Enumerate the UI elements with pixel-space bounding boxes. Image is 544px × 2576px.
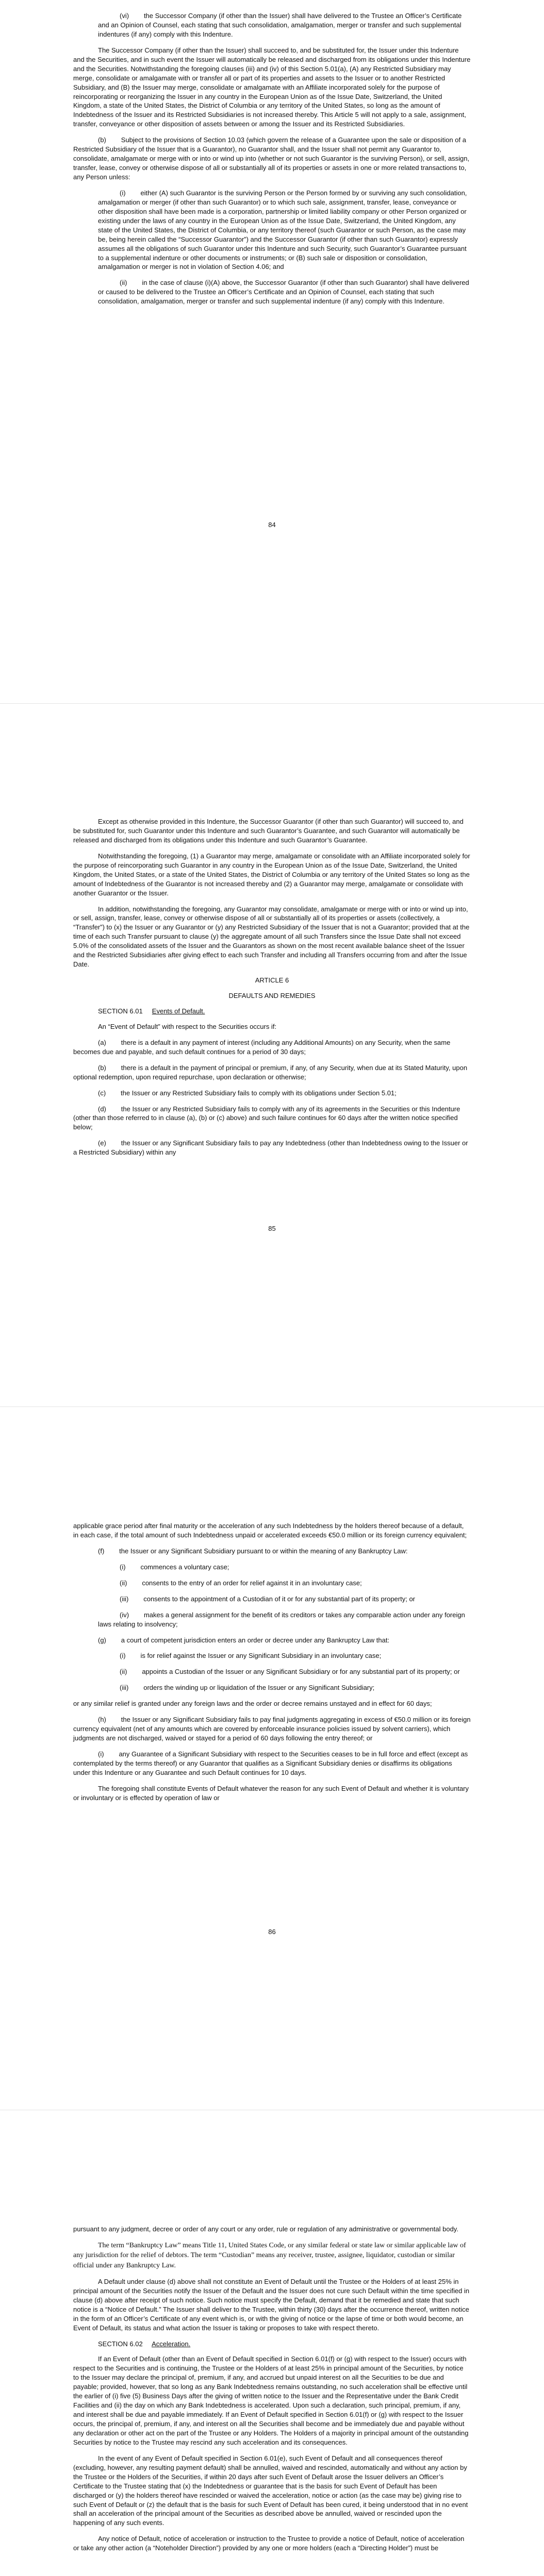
page-86 <box>0 1407 544 2110</box>
page-87 <box>0 2110 544 2576</box>
clause-e-continued: applicable grace period after final maturity or the acceleration of any such Indebtedness by the holders thereof because of a default, in each case, if the total amount of such Indebtedness unpaid or accelerated exceeds €50.0 million or its foreign currency equivalent; <box>73 1522 467 1539</box>
clause-f-iii: (iii) consents to the appointment of a Custodian of it or for any substantial part of its property; or <box>120 1595 416 1603</box>
acceleration-paragraph: If an Event of Default (other than an Event of Default specified in Section 6.01(f) or (g) with respect to the Issuer) occurs with respect to the Securities and is continuing, the Trustee or the Holders of at least 25% in principal amount of the Securities, by notice to the Issuer may declare the principal of, premium, if any, and accrued but unpaid interest on all the Securities to be due and payable; provided, however, that so long as any Bank Indebtedness remains outstanding, no such acceleration shall be effective until the earlier of (i) five (5) Business Days after the giving of written notice to the Issuer and the Representative under the Bank Credit Facilities and (ii) the day on which any Bank Indebtedness is accelerated. Upon such a declaration, such principal, premium, if any, and interest shall be due and payable immediately. If an Event of Default specified in Section 6.01(f) or (g) with respect to the Issuer occurs, the principal of, premium, if any, and interest on all the Securities shall become and be immediately due and payable without any declaration or other act on the part of the Trustee or any Holders. The Holders of a majority in principal amount of the outstanding Securities by notice to the Trustee may rescind any such acceleration and its consequences. <box>73 2355 469 2446</box>
clause-b-default: (b) there is a default in the payment of principal or premium, if any, of any Security, when due at its Stated Maturity, upon optional redemption, upon required repurchase, upon declaration or otherwise; <box>73 1063 468 1081</box>
section-6-01-heading <box>73 1007 471 1016</box>
page-85 <box>0 704 544 1406</box>
noteholder-direction-paragraph: Any notice of Default, notice of acceleration or instruction to the Trustee to provide a notice of Default, notice of acceleration or take any other action (a “Noteholder Direction”) provided by any one or more holders (each a “Directing Holder”) must be <box>73 2535 465 2552</box>
notwithstanding-paragraph: Notwithstanding the foregoing, (1) a Guarantor may merge, amalgamate or consolidate with an Affiliate incorporated solely for the purpose of reincorporating such Guarantor in any country in the European Union as of the Issue Date, Switzerland, the United Kingdom, the United States, or a state of the United States, the District of Columbia or any territory of the United States so long as the amount of Indebtedness of the Guarantor is not increased thereby and (2) a Guarantor may merge, amalgamate or consolidate with another Guarantor or the Issuer. <box>73 852 470 897</box>
page-number: 86 <box>268 1928 276 1936</box>
page-number: 84 <box>268 521 276 529</box>
successor-guarantor-paragraph: Except as otherwise provided in this Indenture, the Successor Guarantor (if other than such Guarantor) will succeed to, and be substituted for, such Guarantor under this Indenture and such Guarantor’s Guarantee, and such Guarantor will automatically be released and discharged from its obligations under this Indenture and such Guarantor’s Guarantee. <box>73 818 464 844</box>
clause-g-iii: (iii) orders the winding up or liquidation of the Issuer or any Significant Subsidiary; <box>120 1684 375 1692</box>
clause-i: (i) any Guarantee of a Significant Subsidiary with respect to the Securities ceases to be in full force and effect (except as contemplated by the terms thereof) or any Guarantor that qualifies as a Significant Subsidiary denies or disaffirms its obligations under this Indenture or any Guarantee and such Default continues for 10 days. <box>73 1750 468 1776</box>
bankruptcy-law-definition: The term “Bankruptcy Law” means Title 11, United States Code, or any similar federal or state law or similar applicable law of any jurisdiction for the relief of debtors. The term “Custodian” means any receiver, trustee, assignee, liquidator, custodian or similar official under any Bankruptcy Law. <box>73 2241 466 2269</box>
section-title: Acceleration. <box>152 2340 191 2348</box>
section-number: SECTION 6.02 <box>98 2340 143 2348</box>
annulment-paragraph: In the event of any Event of Default specified in Section 6.01(e), such Event of Default and all consequences thereof (excluding, however, any resulting payment default) shall be annulled, waived and rescinded, automatically and without any action by the Trustee or the Holders of the Securities, if within 20 days after such Event of Default arose the Issuer delivers an Officer’s Certificate to the Trustee stating that (x) the Indebtedness or guarantee that is the basis for such Event of Default has been discharged or (y) the holders thereof have rescinded or waived the acceleration, notice or action (as the case may be) giving rise to such Event of Default or (z) the default that is the basis for such Event of Default has been cured, it being understood that in no event shall an acceleration of the principal amount of the Securities as described above be annulled, waived or rescinded upon the happening of any such events. <box>73 2454 468 2527</box>
event-of-default-intro: An “Event of Default” with respect to the Securities occurs if: <box>98 1022 277 1030</box>
clause-f: (f) the Issuer or any Significant Subsidiary pursuant to or within the meaning of any Bankruptcy Law: <box>98 1547 408 1555</box>
notice-of-default-paragraph: A Default under clause (d) above shall not constitute an Event of Default until the Trustee or the Holders of at least 25% in principal amount of the Securities notify the Issuer of the Default and the Issuer does not cure such Default within the time specified in clause (d) above after receipt of such notice. Such notice must specify the Default, demand that it be remedied and state that such notice is a “Notice of Default.” The Issuer shall deliver to the Trustee, within thirty (30) days after the occurrence thereof, written notice in the form of an Officer’s Certificate of any event which is, or with the giving of notice or the lapse of time or both would become, an Event of Default, its status and what action the Issuer is taking or proposes to take with respect thereto. <box>73 2277 470 2332</box>
section-title: Events of Default. <box>152 1007 205 1015</box>
successor-company-paragraph: The Successor Company (if other than the Issuer) shall succeed to, and be substituted for, the Issuer under this Indenture and the Securities, and in such event the Issuer will automatically be released and discharged from its obligations under this Indenture and the Securities. Notwithstanding the foregoing clauses (iii) and (iv) of this Section 5.01(a), (A) any Restricted Subsidiary may merge, consolidate or amalgamate with or transfer all or part of its properties and assets to the Issuer or to another Restricted Subsidiary, and (B) the Issuer may merge, consolidate or amalgamate with an Affiliate incorporated solely for the purpose of reincorporating or reorganizing the Issuer in any country in the European Union as of the Issue Date, Switzerland, the United Kingdom, a state of the United States, the District of Columbia or any territory of the United States, so long as the amount of Indebtedness of the Issuer and its Restricted Subsidiaries is not increased thereby. This Article 5 will not apply to a sale, assignment, transfer, conveyance or other disposition of assets between or among the Issuer and its Restricted Subsidiaries. <box>73 46 471 128</box>
clause-f-iv: (iv) makes a general assignment for the benefit of its creditors or takes any comparable action under any foreign laws relating to insolvency; <box>98 1611 465 1628</box>
similar-relief-paragraph: or any similar relief is granted under any foreign laws and the order or decree remains unstayed and in effect for 60 days; <box>73 1700 432 1708</box>
clause-f-i: (i) commences a voluntary case; <box>120 1563 229 1571</box>
judgment-continued: pursuant to any judgment, decree or order of any court or any order, rule or regulation of any administrative or governmental body. <box>73 2225 458 2233</box>
clause-a: (a) there is a default in any payment of interest (including any Additional Amounts) on any Security, when the same becomes due and payable, and such default continues for a period of 30 days; <box>73 1038 451 1056</box>
clause-e: (e) the Issuer or any Significant Subsidiary fails to pay any Indebtedness (other than Indebtedness owing to the Issuer or a Restricted Subsidiary) within any <box>73 1139 468 1157</box>
clause-h: (h) the Issuer or any Significant Subsidiary fails to pay final judgments aggregating in excess of €50.0 million or its foreign currency equivalent (net of any amounts which are covered by enforceable insurance policies issued by solvent carriers), which judgments are not discharged, waived or stayed for a period of 60 days following the entry thereof; or <box>73 1716 471 1742</box>
article-number: ARTICLE 6 <box>255 976 289 985</box>
clause-g-ii: (ii) appoints a Custodian of the Issuer or any Significant Subsidiary or for any substantial part of its property; or <box>120 1668 460 1676</box>
section-6-02-heading <box>73 2340 471 2349</box>
clause-b-i: (i) either (A) such Guarantor is the surviving Person or the Person formed by or surviving any such consolidation, amalgamation or merger (if other than such Guarantor) or to which such sale, assignment, transfer, lease, conveyance or other disposition shall have been made is a corporation, partnership or limited liability company or other Person organized or existing under the laws of any country in the European Union as of the Issue Date, Switzerland, the United Kingdom, any state of the United States, the District of Columbia, or any territory thereof (such Guarantor or such Person, as the case may be, being herein called the “Successor Guarantor”) and the Successor Guarantor (if other than such Guarantor) expressly assumes all the obligations of such Guarantor under this Indenture and such Security, such Guarantor’s Guarantee pursuant to a supplemental indenture or other documents or instruments; or (B) such sale or disposition or consolidation, amalgamation or merger is not in violation of Section 4.06; and <box>98 189 467 271</box>
clause-g-i: (i) is for relief against the Issuer or any Significant Subsidiary in an involuntary case; <box>120 1652 382 1660</box>
foregoing-paragraph: The foregoing shall constitute Events of Default whatever the reason for any such Event of Default and whether it is voluntary or involuntary or is effected by operation of law or <box>73 1784 469 1802</box>
clause-g: (g) a court of competent jurisdiction enters an order or decree under any Bankruptcy Law that: <box>98 1636 390 1644</box>
page-number: 85 <box>268 1225 276 1232</box>
clause-vi: (vi) the Successor Company (if other than the Issuer) shall have delivered to the Trustee an Officer’s Certificate and an Opinion of Counsel, each stating that such consolidation, amalgamation, merger or transfer and such supplemental indentures (if any) comply with this Indenture. <box>98 12 462 38</box>
article-title: DEFAULTS AND REMEDIES <box>228 992 316 999</box>
page-84 <box>0 0 544 703</box>
clause-c: (c) the Issuer or any Restricted Subsidiary fails to comply with its obligations under Section 5.01; <box>98 1089 397 1097</box>
section-number: SECTION 6.01 <box>98 1007 143 1015</box>
clause-b-ii: (ii) in the case of clause (i)(A) above, the Successor Guarantor (if other than such Guarantor) shall have delivered or caused to be delivered to the Trustee an Officer’s Certificate and an Opinion of Counsel, each stating that such consolidation, amalgamation, merger or transfer and such supplemental indenture (if any) comply with this Indenture. <box>98 279 469 306</box>
transfer-paragraph: In addition, notwithstanding the foregoing, any Guarantor may consolidate, amalgamate or merge with or into or wind up into, or sell, assign, transfer, lease, convey or otherwise dispose of all or substantially all of its properties or assets (collectively, a “Transfer”) to (x) the Issuer or any Guarantor or (y) any Restricted Subsidiary of the Issuer that is not a Guarantor; provided that at the time of each such Transfer pursuant to clause (y) the aggregate amount of all such Transfers since the Issue Date shall not exceed 5.0% of the consolidated assets of the Issuer and the Guarantors as shown on the most recent available balance sheet of the Issuer and the Restricted Subsidiaries after giving effect to each such Transfer and including all Transfers occurring from and after the Issue Date. <box>73 905 470 969</box>
clause-f-ii: (ii) consents to the entry of an order for relief against it in an involuntary case; <box>120 1579 362 1587</box>
clause-d: (d) the Issuer or any Restricted Subsidiary fails to comply with any of its agreements in the Securities or this Indenture (other than those referred to in clause (a), (b) or (c) above) and such failure continues for 60 days after the written notice specified below; <box>73 1105 460 1131</box>
clause-b: (b) Subject to the provisions of Section 10.03 (which govern the release of a Guarantee upon the sale or disposition of a Restricted Subsidiary of the Issuer that is a Guarantor), no Guarantor shall, and the Issuer shall not permit any Guarantor to, consolidate, amalgamate or merge with or into or wind up into (whether or not such Guarantor is the surviving Person), or sell, assign, transfer, lease, convey or otherwise dispose of all or substantially all of its properties or assets in one or more related transactions to, any Person unless: <box>73 136 470 181</box>
